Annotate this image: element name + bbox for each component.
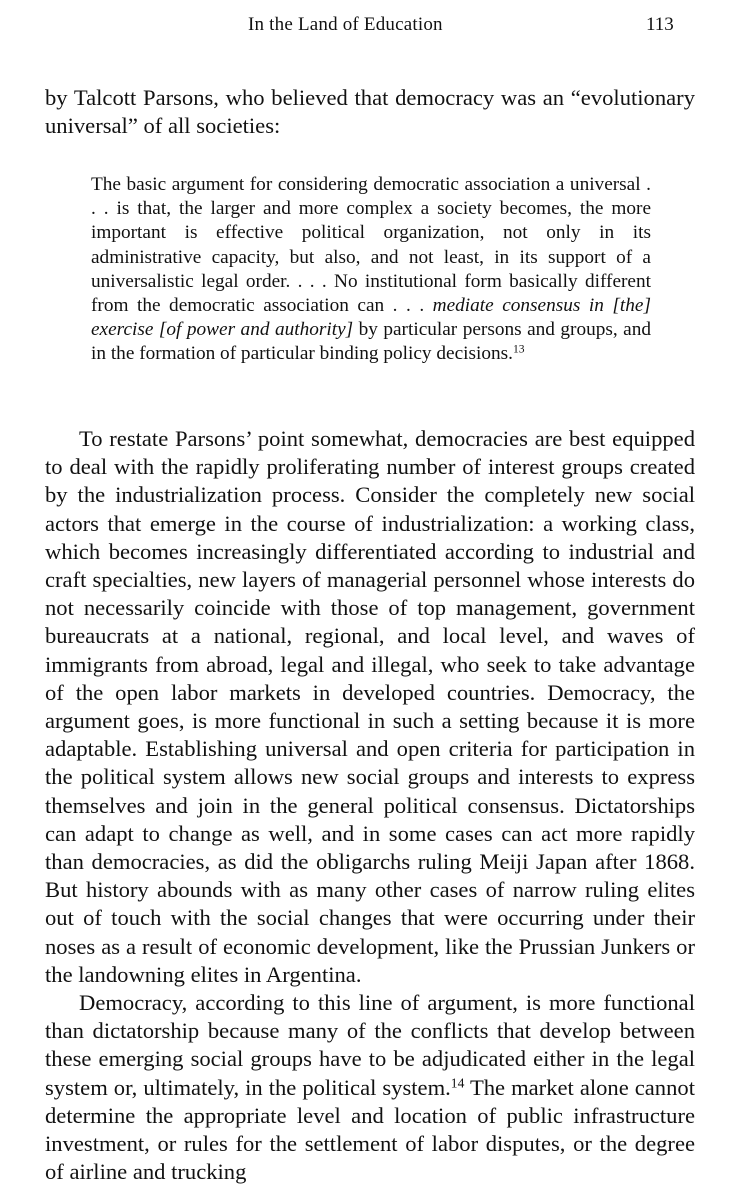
block-quote (91, 173, 651, 367)
second-paragraph (45, 989, 695, 1186)
running-head-title: In the Land of Education (248, 14, 443, 35)
quote-text-part2: by particular persons and groups, and in the formation of particular binding policy decisions. (91, 319, 651, 365)
page-number: 113 (646, 14, 674, 35)
quote-text-part1: The basic argument for considering democratic association a universal . . . is that, the larger and more complex a society becomes, the more important is effective political organization, not only in its administrative capacity, but also, and not least, in its support of a universalistic legal order. . . . No institutional form basically different from the democratic association can . . . (91, 174, 651, 317)
lead-paragraph (45, 84, 695, 140)
footnote-marker: 13 (512, 343, 525, 357)
main-paragraph: To restate Parsons’ point somewhat, democracies are best equipped to deal with the rapidly proliferating number of interest groups created by the industrialization process. Consider the completely new social actors that emerge in the course of industrialization: a working class, which becomes increasingly differentiated according to industrial and craft specialties, new layers of managerial personnel whose interests do not necessarily coincide with those of top management, government bureaucrats at a national, regional, and local level, and waves of immigrants from abroad, legal and illegal, who seek to take advantage of the open labor markets in developed countries. Democracy, the argument goes, is more functional in such a setting because it is more adaptable. Establishing universal and open criteria for participation in the political system allows new social groups and interests to express themselves and join in the general political consensus. Dictatorships can adapt to change as well, and in some cases can act more rapidly than democracies, as did the obligarchs ruling Meiji Japan after 1868. But history abounds with as many other cases of narrow ruling elites out of touch with the social changes that were occurring under their noses as a result of economic development, like the Prussian Junkers or the landowning elites in Argentina. (45, 426, 695, 987)
lead-paragraph-text: by Talcott Parsons, who believed that democracy was an “evolutionary universal” of all societies: (45, 85, 695, 139)
second-paragraph-text: Democracy, according to this line of argument, is more functional than dictatorship because many of the conflicts that develop between these emerging social groups have to be adjudicated either in the legal system or, ultimately, in the political system. (45, 990, 695, 1100)
second-paragraph-continuation: The market alone cannot determine the appropriate level and location of public infrastructure investment, or rules for the settlement of labor disputes, or the degree of airline and trucking (45, 1074, 695, 1185)
quote-italic-text: mediate consensus in [the] exercise [of power and authority] (91, 295, 651, 341)
footnote-marker: 14 (450, 1075, 465, 1091)
main-text-block (45, 425, 695, 1186)
